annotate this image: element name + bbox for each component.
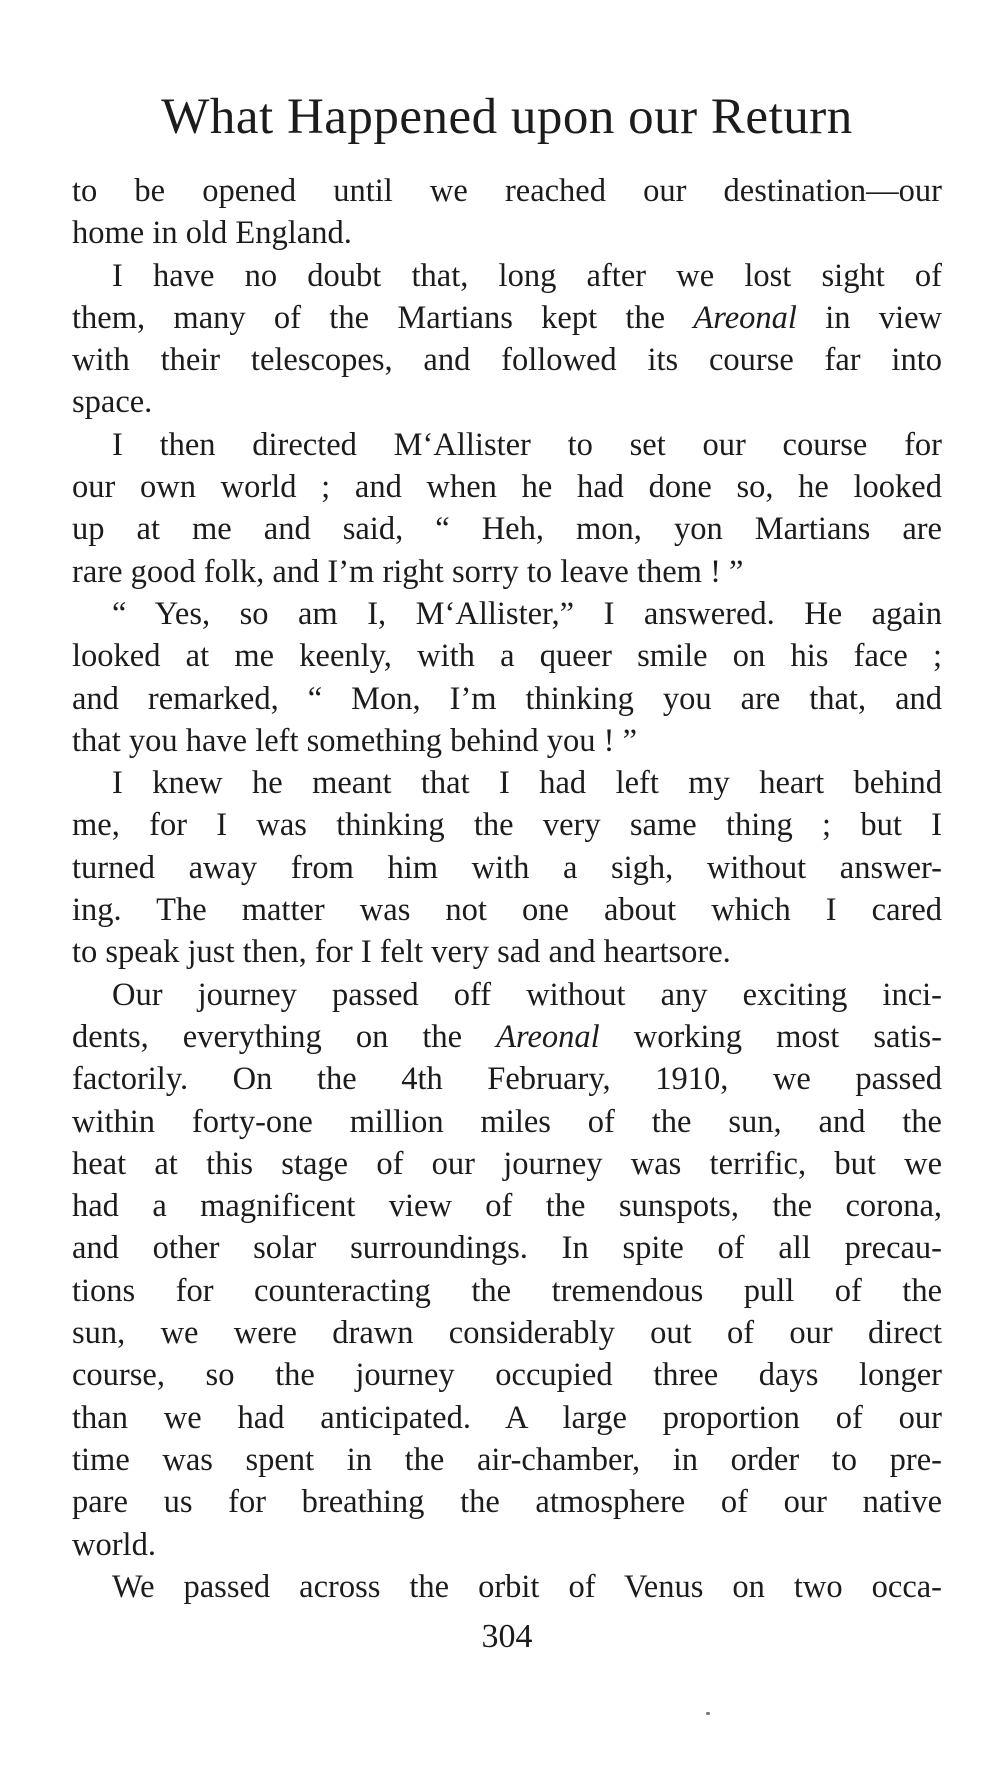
paragraph bbox=[72, 424, 942, 593]
page-number: 304 bbox=[481, 1618, 533, 1655]
text-line: “ Yes, so am I, M‘Allister,” I answered. He again bbox=[112, 595, 942, 632]
text-line: me, for I was thinking the very same thing ; but I bbox=[72, 807, 942, 844]
book-page bbox=[72, 0, 942, 1769]
text-line: I have no doubt that, long after we lost sight of bbox=[112, 257, 942, 294]
text-line: our own world ; and when he had done so, he looked bbox=[72, 469, 942, 506]
text-line: within forty-one million miles of the sun, and the bbox=[72, 1103, 942, 1140]
paragraph bbox=[72, 762, 942, 973]
text-segment: in view bbox=[796, 299, 942, 336]
paragraph bbox=[72, 974, 942, 1566]
ship-name: Areonal bbox=[693, 299, 797, 336]
text-segment: dents, everything on the bbox=[72, 1018, 497, 1055]
text-line: tions for counteracting the tremendous pull of the bbox=[72, 1272, 942, 1309]
paragraph bbox=[72, 593, 942, 762]
text-line: had a magnificent view of the sunspots, the corona, bbox=[72, 1188, 942, 1225]
body-text bbox=[72, 170, 942, 1608]
paragraph bbox=[72, 1566, 942, 1608]
text-line bbox=[72, 297, 942, 339]
paragraph bbox=[72, 170, 942, 255]
text-line: factorily. On the 4th February, 1910, we passed bbox=[72, 1061, 942, 1098]
text-segment: them, many of the Martians kept the bbox=[72, 299, 694, 336]
text-line: looked at me keenly, with a queer smile on his face ; bbox=[72, 638, 942, 675]
text-line: course, so the journey occupied three days longer bbox=[72, 1357, 942, 1394]
text-line: ing. The matter was not one about which I cared bbox=[72, 892, 942, 929]
text-line: sun, we were drawn considerably out of our direct bbox=[72, 1315, 942, 1352]
text-line: that you have left something behind you ! ” bbox=[72, 722, 638, 759]
text-line: rare good folk, and I’m right sorry to leave them ! ” bbox=[72, 553, 744, 590]
text-line: space. bbox=[72, 384, 153, 421]
text-line: with their telescopes, and followed its course far into bbox=[72, 342, 942, 379]
text-line: than we had anticipated. A large proportion of our bbox=[72, 1399, 942, 1436]
text-line: turned away from him with a sigh, without answer- bbox=[72, 849, 942, 886]
text-line: to be opened until we reached our destination—our bbox=[72, 173, 942, 209]
text-line: heat at this stage of our journey was terrific, but we bbox=[72, 1145, 942, 1182]
text-line bbox=[72, 1016, 942, 1058]
text-line: We passed across the orbit of Venus on two occa- bbox=[112, 1568, 942, 1605]
text-line: home in old England. bbox=[72, 215, 352, 252]
paragraph bbox=[72, 255, 942, 424]
ink-speck bbox=[706, 1712, 710, 1715]
text-line: pare us for breathing the atmosphere of our native bbox=[72, 1484, 942, 1521]
text-segment: working most satis- bbox=[599, 1018, 942, 1055]
text-line: time was spent in the air-chamber, in order to pre- bbox=[72, 1441, 942, 1478]
text-line: I knew he meant that I had left my heart behind bbox=[112, 765, 942, 802]
text-line: Our journey passed off without any exciting inci- bbox=[112, 976, 942, 1013]
text-line: and remarked, “ Mon, I’m thinking you are that, and bbox=[72, 680, 942, 717]
text-line: up at me and said, “ Heh, mon, yon Martians are bbox=[72, 511, 942, 548]
ship-name: Areonal bbox=[496, 1018, 600, 1055]
text-line: to speak just then, for I felt very sad and heartsore. bbox=[72, 934, 731, 971]
text-line: I then directed M‘Allister to set our course for bbox=[112, 426, 942, 463]
text-line: world. bbox=[72, 1526, 156, 1563]
running-head: What Happened upon our Return bbox=[161, 89, 853, 145]
text-line: and other solar surroundings. In spite of all precau- bbox=[72, 1230, 942, 1267]
